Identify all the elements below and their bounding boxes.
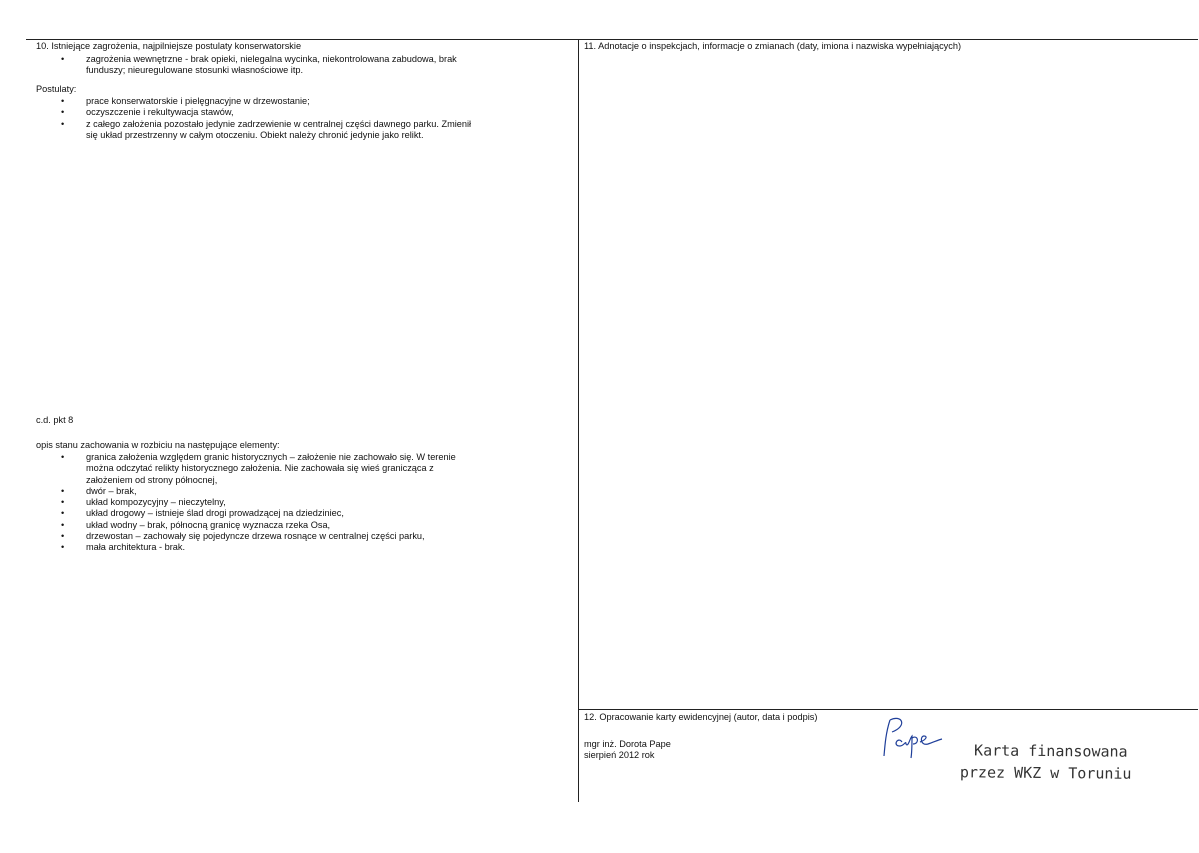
list-item-line: • mała architektura - brak. <box>86 542 186 553</box>
postulates-label: Postulaty: <box>36 84 77 94</box>
list-item <box>36 497 456 508</box>
list-item <box>36 96 471 107</box>
section-8-continued-heading: c.d. pkt 8 <box>36 415 74 425</box>
column-divider <box>578 39 579 802</box>
funding-stamp <box>960 739 1132 784</box>
list-item-line: • z całego założenia pozostało jedynie zadrzewienie w centralnej części dawnego parku. Zmienił <box>86 118 472 129</box>
list-item <box>36 107 471 118</box>
list-item <box>36 452 456 486</box>
list-item-line: • drzewostan – zachowały się pojedyncze drzewa rosnące w centralnej części parku, <box>86 531 425 542</box>
list-item-line: • granica założenia względem granic historycznych – założenie nie zachowało się. W terenie <box>86 452 456 462</box>
list-item <box>36 54 457 77</box>
list-item-line: • układ wodny – brak, północną granicę wyznacza rzeka Osa, <box>86 519 331 530</box>
list-item-line: • układ drogowy – istnieje ślad drogi prowadzącej na dziedziniec, <box>86 508 344 519</box>
list-item-line: można odczytać relikty historycznego założenia. Nie zachowała się wieś granicząca z <box>86 463 434 474</box>
list-item-line: funduszy; nieuregulowane stosunki własnościowe itp. <box>86 65 304 76</box>
postulates-list <box>36 96 471 141</box>
list-item <box>36 119 471 142</box>
stamp-line-1: Karta finansowana <box>974 741 1128 761</box>
section-12-heading: 12. Opracowanie karty ewidencyjnej (autor, data i podpis) <box>584 712 818 722</box>
section-10-heading: 10. Istniejące zagrożenia, najpilniejsze postulaty konserwatorskie <box>36 41 302 51</box>
list-item-line: • układ kompozycyjny – nieczytelny, <box>86 497 226 508</box>
author-name: mgr inż. Dorota Pape <box>584 739 671 749</box>
list-item <box>36 486 456 497</box>
compilation-date: sierpień 2012 rok <box>584 750 655 760</box>
list-item <box>36 520 456 531</box>
section-11-heading: 11. Adnotacje o inspekcjach, informacje o zmianach (daty, imiona i nazwiska wypełniających) <box>584 41 962 51</box>
stamp-line-2: przez WKZ w Toruniu <box>959 763 1132 783</box>
list-item-line: się układ przestrzenny w całym otoczeniu. Obiekt należy chronić jedynie jako relikt. <box>86 129 424 140</box>
list-item-line: • zagrożenia wewnętrzne - brak opieki, nielegalna wycinka, niekontrolowana zabudowa, brak <box>86 54 457 64</box>
section-12-top-border <box>578 709 1198 710</box>
list-item-line: • dwór – brak, <box>86 485 137 496</box>
list-item-line: • prace konserwatorskie i pielęgnacyjne w drzewostanie; <box>86 96 310 106</box>
list-item-line: założeniem od strony północnej, <box>86 474 218 485</box>
list-item <box>36 531 456 542</box>
section-8-intro: opis stanu zachowania w rozbiciu na następujące elementy: <box>36 440 280 450</box>
preservation-elements-list <box>36 452 456 554</box>
list-item <box>36 508 456 519</box>
handwritten-signature <box>878 712 948 762</box>
top-border-line <box>26 39 1198 40</box>
list-item-line: • oczyszczenie i rekultywacja stawów, <box>86 107 234 118</box>
section-10-threats-list <box>36 54 457 77</box>
list-item <box>36 542 456 553</box>
